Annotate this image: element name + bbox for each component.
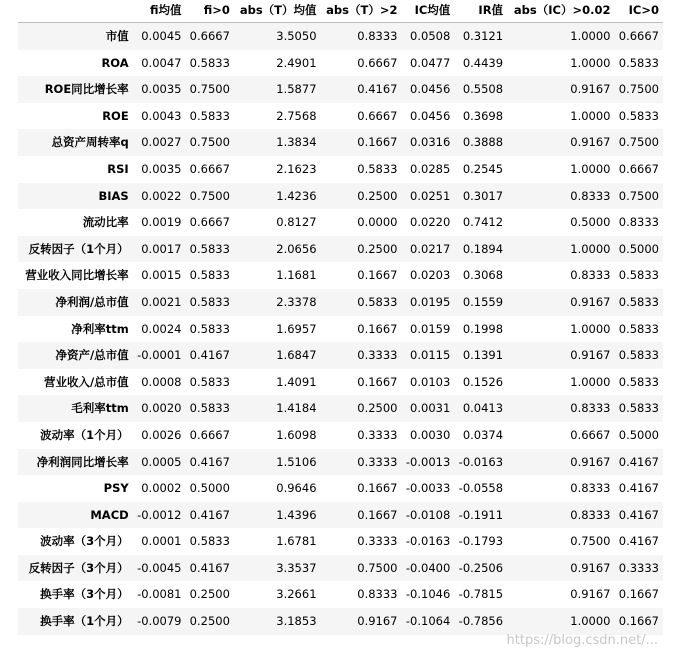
table-cell: 1.6957 <box>276 321 317 336</box>
watermark: https://blog.csdn.net/... <box>506 633 658 648</box>
table-cell: 0.8333 <box>570 401 611 416</box>
table-cell: 0.0456 <box>410 82 451 97</box>
table-cell: 0.4167 <box>618 507 659 522</box>
column-header: IR值 <box>454 0 507 23</box>
table-row <box>18 50 663 77</box>
table-cell: 3.3537 <box>276 560 317 575</box>
table-cell: 0.7500 <box>618 135 659 150</box>
table-cell: -0.0033 <box>405 481 451 496</box>
table-cell: 1.3834 <box>276 135 317 150</box>
table-cell: 0.7412 <box>462 215 504 230</box>
table-row <box>18 316 663 343</box>
table-cell: 0.5833 <box>189 294 230 309</box>
table-cell: 0.5000 <box>618 427 659 442</box>
table-cell: 1.0000 <box>570 161 611 176</box>
table-cell: 1.6847 <box>276 348 317 363</box>
factor-table <box>18 0 663 635</box>
table-cell: 0.0031 <box>410 401 451 416</box>
table-cell: 0.7500 <box>618 82 659 97</box>
table-cell: 0.4167 <box>189 507 230 522</box>
table-cell: -0.0079 <box>137 614 182 629</box>
table-cell: 0.1998 <box>462 321 504 336</box>
table-cell: 0.9167 <box>570 348 611 363</box>
column-header: IC>0 <box>615 0 664 23</box>
table-cell: 0.9167 <box>570 294 611 309</box>
table-cell: 0.1894 <box>462 241 504 256</box>
table-row <box>18 502 663 529</box>
table-cell: -0.0163 <box>458 454 504 469</box>
table-cell: 0.1667 <box>357 321 398 336</box>
table-cell: 1.0000 <box>570 29 611 43</box>
table-body <box>18 23 663 635</box>
row-label: 反转因子（3个月） <box>28 560 129 575</box>
table-cell: 0.5508 <box>462 82 504 97</box>
table-cell: 0.9167 <box>570 587 611 602</box>
row-label: 净利润/总市值 <box>55 294 129 309</box>
row-label: 净利率ttm <box>71 321 129 336</box>
row-label: 营业收入/总市值 <box>43 374 129 389</box>
row-label: 反转因子（1个月） <box>28 241 129 256</box>
table-cell: 1.4184 <box>276 401 317 416</box>
table-cell: 0.5833 <box>618 321 659 336</box>
table-cell: 0.4167 <box>618 454 659 469</box>
table-cell: -0.1911 <box>458 507 504 522</box>
table-row <box>18 369 663 396</box>
table-cell: 0.6667 <box>618 161 659 176</box>
table-row <box>18 76 663 103</box>
table-cell: 2.1623 <box>276 161 317 176</box>
table-cell: 0.1526 <box>462 374 504 389</box>
table-cell: 0.5833 <box>189 55 230 70</box>
row-label: ROE同比增长率 <box>44 82 129 97</box>
table-cell: 0.8333 <box>357 587 398 602</box>
table-row <box>18 581 663 608</box>
table-cell: 0.1391 <box>462 348 504 363</box>
table-cell: 0.5833 <box>189 534 230 549</box>
table-cell: 0.3333 <box>618 560 659 575</box>
table-cell: 0.5833 <box>189 401 230 416</box>
table-cell: 0.2500 <box>357 241 398 256</box>
table-cell: 0.8333 <box>570 481 611 496</box>
table-cell: 0.0017 <box>141 241 182 256</box>
table-cell: 0.4167 <box>618 481 659 496</box>
table-row <box>18 236 663 263</box>
table-cell: 0.0159 <box>410 321 451 336</box>
row-label: RSI <box>107 161 129 176</box>
table-cell: 0.0035 <box>141 161 182 176</box>
table-cell: 0.0047 <box>141 55 182 70</box>
table-cell: 1.6781 <box>276 534 317 549</box>
table-cell: 0.2545 <box>462 161 504 176</box>
table-cell: 1.4091 <box>276 374 317 389</box>
row-label: 波动率（3个月） <box>40 534 129 549</box>
table-cell: -0.7815 <box>458 587 504 602</box>
table-cell: 1.0000 <box>570 55 611 70</box>
table-cell: 0.8333 <box>357 29 398 43</box>
table-cell: -0.7856 <box>458 614 504 629</box>
table-cell: 0.0024 <box>141 321 182 336</box>
row-label: 波动率（1个月） <box>40 427 129 442</box>
table-cell: 0.0220 <box>410 215 451 230</box>
table-cell: 0.1667 <box>618 614 659 629</box>
table-cell: 0.0035 <box>141 82 182 97</box>
table-cell: 0.4167 <box>618 534 659 549</box>
table-header <box>18 0 663 23</box>
table-cell: 0.1667 <box>357 374 398 389</box>
table-cell: -0.1064 <box>405 614 451 629</box>
table-row <box>18 103 663 130</box>
table-cell: 0.5000 <box>618 241 659 256</box>
table-cell: 0.6667 <box>357 55 398 70</box>
table-cell: 1.5106 <box>276 454 317 469</box>
row-label: 换手率（3个月） <box>40 587 129 602</box>
table-cell: 3.2661 <box>276 587 317 602</box>
row-label: 市值 <box>105 29 129 43</box>
table-cell: 0.4167 <box>189 560 230 575</box>
index-header <box>18 0 133 23</box>
table-cell: 0.5833 <box>618 294 659 309</box>
table-cell: 2.3378 <box>276 294 317 309</box>
table-cell: 0.1667 <box>357 268 398 283</box>
table-cell: -0.1793 <box>458 534 504 549</box>
table-row <box>18 449 663 476</box>
table-cell: -0.0001 <box>137 348 182 363</box>
table-cell: 0.0020 <box>141 401 182 416</box>
table-row <box>18 156 663 183</box>
table-row <box>18 395 663 422</box>
table-row <box>18 183 663 210</box>
row-label: 毛利率ttm <box>71 401 129 416</box>
table-cell: 0.7500 <box>357 560 398 575</box>
table-cell: 0.6667 <box>189 215 230 230</box>
table-cell: -0.0163 <box>405 534 451 549</box>
table-cell: 0.5833 <box>357 294 398 309</box>
table-cell: 0.7500 <box>570 534 611 549</box>
row-label: 净利润同比增长率 <box>36 454 129 469</box>
table-cell: -0.0558 <box>458 481 504 496</box>
table-cell: 0.0008 <box>141 374 182 389</box>
table-cell: 0.4167 <box>189 348 230 363</box>
table-cell: 0.6667 <box>189 427 230 442</box>
table-cell: 0.8127 <box>276 215 317 230</box>
table-cell: 0.0217 <box>410 241 451 256</box>
table-cell: 0.0000 <box>357 215 398 230</box>
table-cell: 0.7500 <box>189 135 230 150</box>
table-cell: 0.7500 <box>189 188 230 203</box>
table-cell: 0.4167 <box>189 454 230 469</box>
table-cell: -0.0400 <box>405 560 451 575</box>
table-cell: 0.0115 <box>410 348 451 363</box>
table-cell: 0.3333 <box>357 534 398 549</box>
table-cell: 0.9167 <box>570 82 611 97</box>
table-cell: 0.3068 <box>462 268 504 283</box>
table-cell: 0.6667 <box>357 108 398 123</box>
table-cell: 0.8333 <box>570 188 611 203</box>
table-cell: -0.2506 <box>458 560 504 575</box>
table-cell: 0.4439 <box>462 55 504 70</box>
table-cell: 0.5833 <box>618 401 659 416</box>
table-cell: 0.5833 <box>189 268 230 283</box>
table-cell: 0.6667 <box>189 161 230 176</box>
table-cell: 0.0251 <box>410 188 451 203</box>
table-cell: 1.1681 <box>276 268 317 283</box>
table-cell: 0.5833 <box>618 268 659 283</box>
table-cell: 0.3121 <box>462 29 504 43</box>
table-row <box>18 555 663 582</box>
table-cell: 0.0015 <box>141 268 182 283</box>
table-cell: -0.0013 <box>405 454 451 469</box>
table-cell: 0.0045 <box>141 29 182 43</box>
table-cell: 0.1667 <box>357 135 398 150</box>
table-cell: 0.9646 <box>276 481 317 496</box>
table-cell: 0.0027 <box>141 135 182 150</box>
table-cell: 0.3333 <box>357 454 398 469</box>
table-cell: 0.0374 <box>462 427 504 442</box>
table-cell: 0.2500 <box>189 587 230 602</box>
row-label: BIAS <box>98 188 129 203</box>
header-row <box>18 0 663 23</box>
table-cell: 0.3698 <box>462 108 504 123</box>
table-cell: 0.9167 <box>357 614 398 629</box>
table-cell: 0.3888 <box>462 135 504 150</box>
table-row <box>18 342 663 369</box>
table-cell: 0.0203 <box>410 268 451 283</box>
column-header: IC均值 <box>402 0 455 23</box>
table-cell: 0.9167 <box>570 454 611 469</box>
table-cell: 0.0456 <box>410 108 451 123</box>
table-cell: 0.1667 <box>357 481 398 496</box>
table-cell: 0.0195 <box>410 294 451 309</box>
table-cell: 0.9167 <box>570 135 611 150</box>
table-cell: 0.0477 <box>410 55 451 70</box>
table-cell: 0.5000 <box>189 481 230 496</box>
table-row <box>18 422 663 449</box>
table-cell: 1.4396 <box>276 507 317 522</box>
table-cell: 0.5833 <box>189 321 230 336</box>
table-row <box>18 129 663 156</box>
table-row <box>18 209 663 236</box>
table-cell: -0.0045 <box>137 560 182 575</box>
table-row <box>18 475 663 502</box>
column-header: abs（IC）>0.02 <box>507 0 614 23</box>
table-cell: 0.5000 <box>570 215 611 230</box>
table-cell: -0.0012 <box>137 507 182 522</box>
table-cell: 2.0656 <box>276 241 317 256</box>
table-cell: 0.3333 <box>357 348 398 363</box>
table-cell: 0.5833 <box>357 161 398 176</box>
table-cell: -0.0081 <box>137 587 182 602</box>
table-cell: 0.0285 <box>410 161 451 176</box>
table-row <box>18 289 663 316</box>
table-cell: 0.0022 <box>141 188 182 203</box>
table-cell: 0.5833 <box>189 108 230 123</box>
table-row <box>18 23 663 50</box>
table-cell: 3.5050 <box>276 29 317 43</box>
table-cell: 0.5833 <box>189 241 230 256</box>
table-row <box>18 608 663 635</box>
table-cell: 0.0005 <box>141 454 182 469</box>
table-cell: 0.2500 <box>357 401 398 416</box>
table-cell: 0.0026 <box>141 427 182 442</box>
row-label: 净资产/总市值 <box>55 348 129 363</box>
row-label: 总资产周转率q <box>51 135 129 150</box>
table-cell: 0.1667 <box>618 587 659 602</box>
table-row <box>18 262 663 289</box>
table-cell: 0.5833 <box>189 374 230 389</box>
table-cell: 0.7500 <box>189 82 230 97</box>
table-cell: 0.2500 <box>357 188 398 203</box>
table-cell: 1.0000 <box>570 614 611 629</box>
table-cell: 1.0000 <box>570 374 611 389</box>
column-header: fi>0 <box>185 0 233 23</box>
table-cell: 0.1559 <box>462 294 504 309</box>
table-cell: 0.4167 <box>357 82 398 97</box>
table-cell: 1.0000 <box>570 321 611 336</box>
row-label: MACD <box>90 507 129 522</box>
table-cell: 1.0000 <box>570 108 611 123</box>
table-cell: 0.0019 <box>141 215 182 230</box>
table-cell: 0.1667 <box>357 507 398 522</box>
table-cell: 0.7500 <box>618 188 659 203</box>
table-cell: -0.0108 <box>405 507 451 522</box>
table-cell: 0.0103 <box>410 374 451 389</box>
table-cell: 0.5833 <box>618 348 659 363</box>
table-cell: 0.2500 <box>189 614 230 629</box>
table-cell: 0.5833 <box>618 374 659 389</box>
table-row <box>18 528 663 555</box>
table-cell: 0.0021 <box>141 294 182 309</box>
table-cell: 1.5877 <box>276 82 317 97</box>
table-cell: 0.8333 <box>570 268 611 283</box>
table-cell: 0.0413 <box>462 401 504 416</box>
row-label: 营业收入同比增长率 <box>25 268 129 283</box>
table-cell: 0.0001 <box>141 534 182 549</box>
table-cell: 0.9167 <box>570 560 611 575</box>
table-cell: 1.0000 <box>570 241 611 256</box>
row-label: 流动比率 <box>82 215 129 230</box>
table-cell: 0.0002 <box>141 481 182 496</box>
table-cell: 0.6667 <box>189 29 230 43</box>
table-cell: 1.4236 <box>276 188 317 203</box>
table-cell: 0.8333 <box>570 507 611 522</box>
table-cell: -0.1046 <box>405 587 451 602</box>
row-label: PSY <box>103 481 129 496</box>
table-cell: 0.5833 <box>618 108 659 123</box>
table-cell: 0.0043 <box>141 108 182 123</box>
column-header: abs（T）均值 <box>234 0 321 23</box>
row-label: ROE <box>102 108 129 123</box>
table-cell: 0.8333 <box>618 215 659 230</box>
column-header: abs（T）>2 <box>321 0 402 23</box>
table-cell: 3.1853 <box>276 614 317 629</box>
table-cell: 0.0316 <box>410 135 451 150</box>
table-cell: 1.6098 <box>276 427 317 442</box>
table-cell: 0.3333 <box>357 427 398 442</box>
row-label: 换手率（1个月） <box>40 614 129 629</box>
table-cell: 2.7568 <box>276 108 317 123</box>
table-cell: 0.6667 <box>618 29 659 43</box>
table-cell: 0.3017 <box>462 188 504 203</box>
table-cell: 0.0030 <box>410 427 451 442</box>
table-cell: 0.5833 <box>618 55 659 70</box>
table-cell: 2.4901 <box>276 55 317 70</box>
table-cell: 0.6667 <box>570 427 611 442</box>
column-header: fi均值 <box>133 0 186 23</box>
table-cell: 0.0508 <box>410 29 451 43</box>
row-label: ROA <box>101 55 129 70</box>
